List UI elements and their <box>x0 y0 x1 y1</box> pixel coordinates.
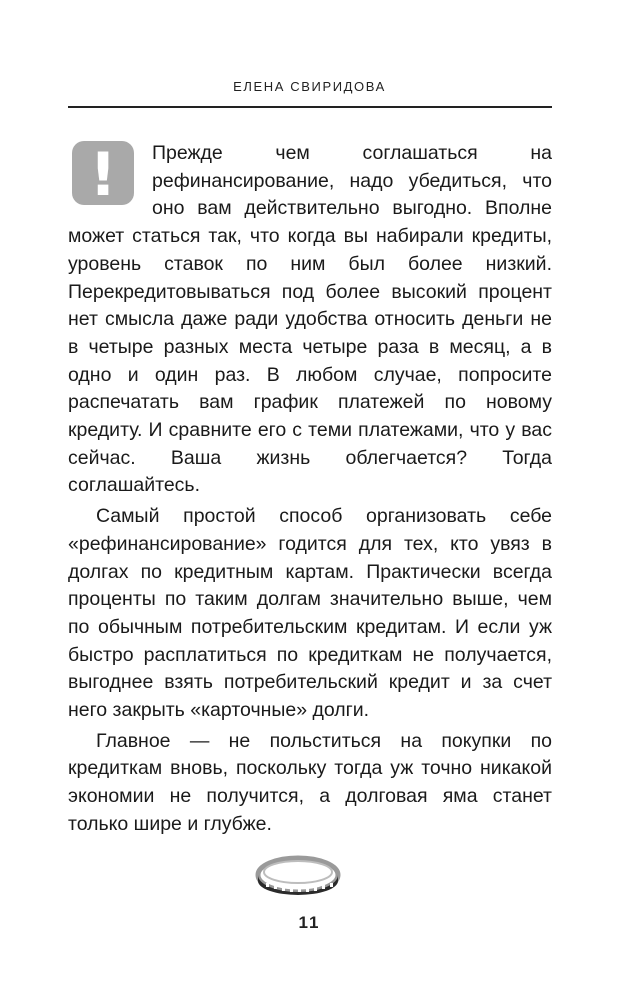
running-head: ЕЛЕНА СВИРИДОВА <box>233 79 386 94</box>
callout-spacer <box>68 140 152 223</box>
exclamation-glyph: ! <box>89 141 117 205</box>
paragraph-2: Самый простой способ организовать себе «рефинансирование» годится для тех, кто увяз в долгах по кредитным картам. Практически всегда проценты по таким долгам значительно выше, чем по обычным потребительским кредитам. И если уж быстро расплатиться по кредиткам не получается, выгоднее взять потребительский кредит и за счет него закрыть «карточные» долги. <box>68 505 552 722</box>
body-text <box>68 140 552 839</box>
paragraph-3: Главное — не польститься на покупки по кредиткам вновь, поскольку тогда уж точно никакой экономии не получится, а долговая яма станет только шире и глубже. <box>68 729 552 835</box>
paragraph-1: Прежде чем соглашаться на рефинансирование, надо убедиться, что оно вам действительно выгодно. Вполне может статься так, что когда вы набирали кредиты, уровень ставок по ним был более низкий. Перекредитовываться под более высокий процент нет смысла даже ради удобства относить деньги не в четыре разных места четыре раза в месяц, а в одно и один раз. В любом случае, попросите распечатать вам график платежей по новому кредиту. И сравните его с теми платежами, что у вас сейчас. Ваша жизнь облегчается? Тогда соглашайтесь. <box>68 142 552 497</box>
header-rule <box>68 106 552 108</box>
page-number: 11 <box>298 913 321 932</box>
coin-ring-icon <box>254 850 342 896</box>
